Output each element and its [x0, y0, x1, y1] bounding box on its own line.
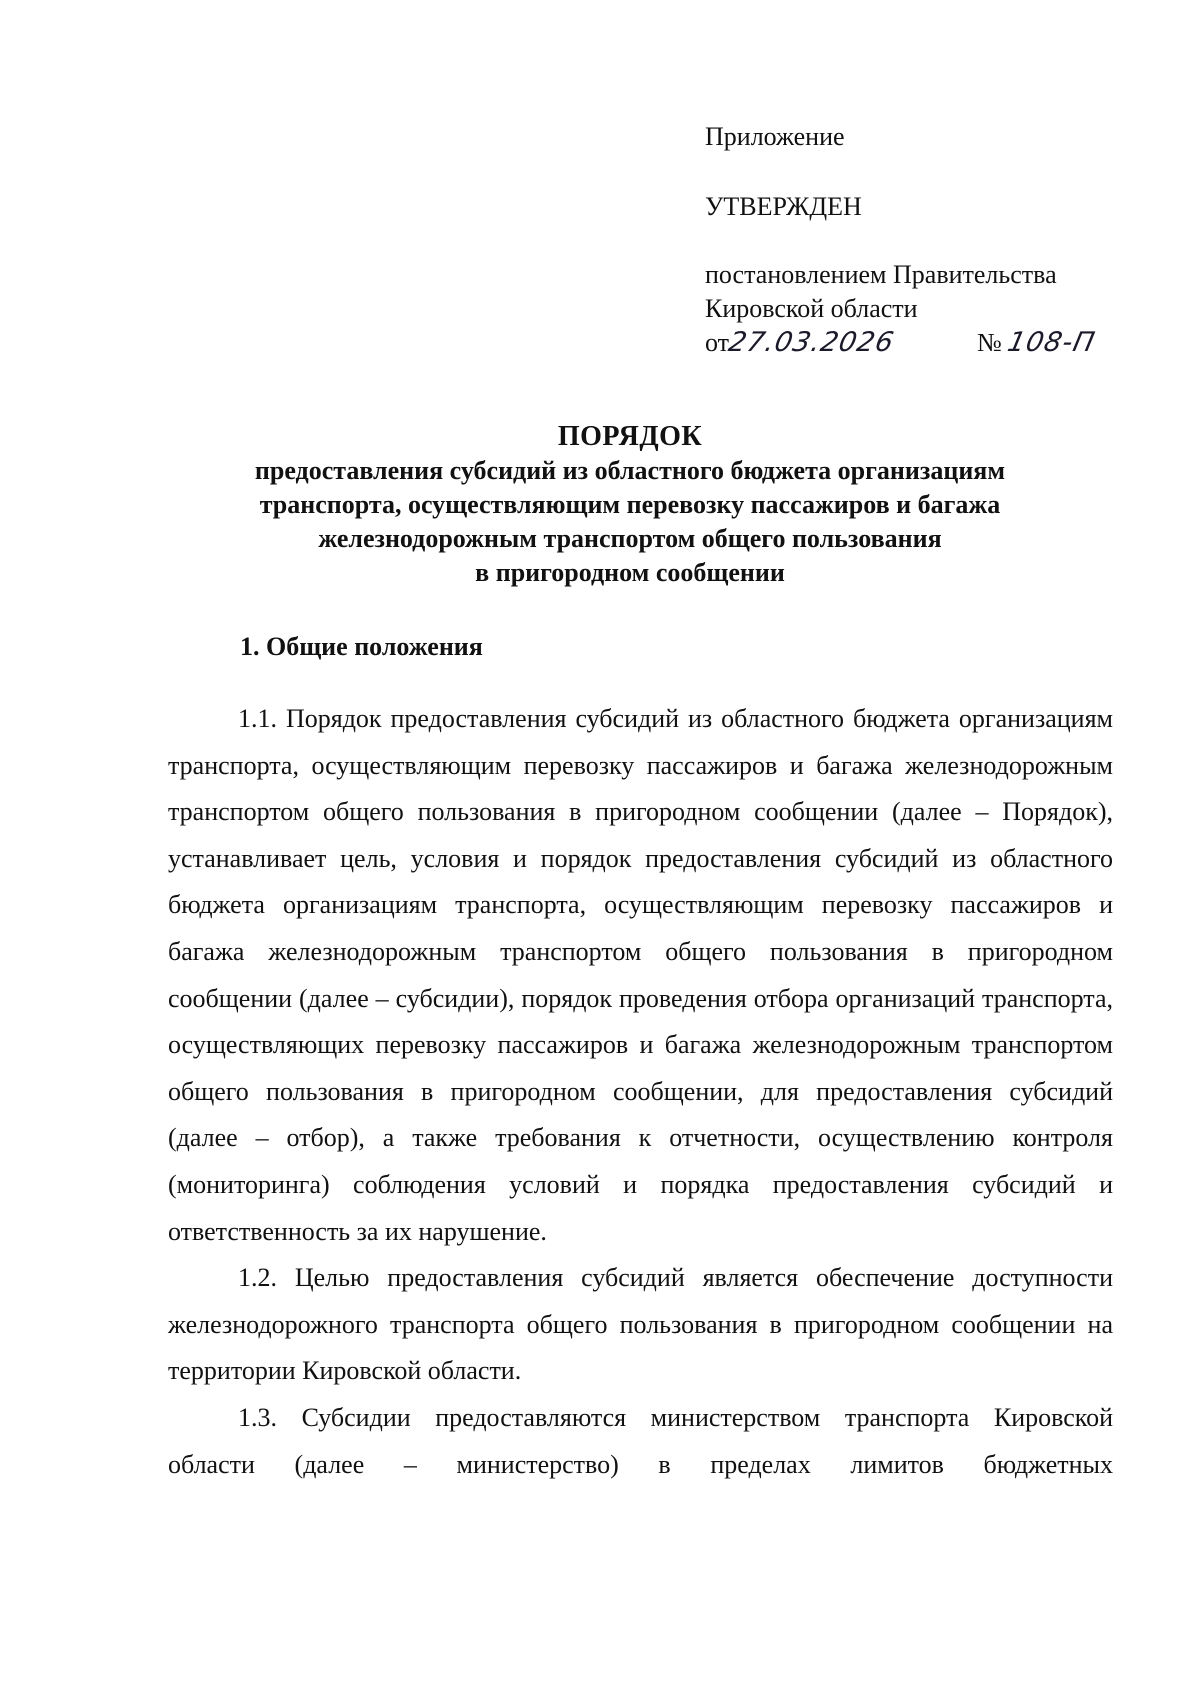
paragraph-1-2: 1.2. Целью предоставления субсидий является обеспечение доступности железнодорожного транспорта общего пользования в пригородном сообщении на территории Кировской области. [168, 1263, 1113, 1386]
subtitle-line-2: транспорта, осуществляющим перевозку пассажиров и багажа [259, 490, 1001, 519]
decree-line-1: постановлением Правительства [705, 260, 1057, 289]
decree-date-line [705, 326, 1125, 360]
handwritten-number: 108-П [1005, 327, 1099, 358]
date-prefix: от [705, 328, 730, 357]
decree-line-2: Кировской области [705, 294, 918, 323]
approved-label: УТВЕРЖДЕН [705, 192, 862, 221]
subtitle-line-4: в пригородном сообщении [475, 558, 785, 587]
document-body [168, 696, 1113, 1488]
document-title: ПОРЯДОК [557, 421, 703, 452]
paragraph-1-1: 1.1. Порядок предоставления субсидий из областного бюджета организациям транспорта, осуществляющим перевозку пассажиров и багажа железнодорожным транспортом общего пользования в пригородном сообщении (далее – Порядок), устанавливает цель, условия и порядок предоставления субсидий из областного бюджета организациям транспорта, осуществляющим перевозку пассажиров и багажа железнодорожным транспортом общего пользования в пригородном сообщении (далее – субсидии), порядок проведения отбора организаций транспорта, осуществляющих перевозку пассажиров и багажа железнодорожным транспортом общего пользования в пригородном сообщении, для предоставления субсидий (далее – отбор), а также требования к отчетности, осуществлению контроля (мониторинга) соблюдения условий и порядка предоставления субсидий и ответственность за их нарушение. [168, 704, 1113, 1246]
handwritten-date: 27.03.2026 [725, 327, 898, 358]
subtitle-line-1: предоставления субсидий из областного бюджета организациям [254, 456, 1006, 485]
section-heading: 1. Общие положения [240, 632, 483, 661]
appendix-label: Приложение [705, 122, 845, 151]
paragraph-1-3: 1.3. Субсидии предоставляются министерством транспорта Кировской области (далее – министерство) в пределах лимитов бюджетных [168, 1402, 1113, 1479]
document-title-block [150, 420, 1110, 590]
subtitle-line-3: железнодорожным транспортом общего пользования [318, 524, 942, 553]
number-prefix: № [977, 328, 1002, 357]
decree-number [977, 326, 1099, 360]
